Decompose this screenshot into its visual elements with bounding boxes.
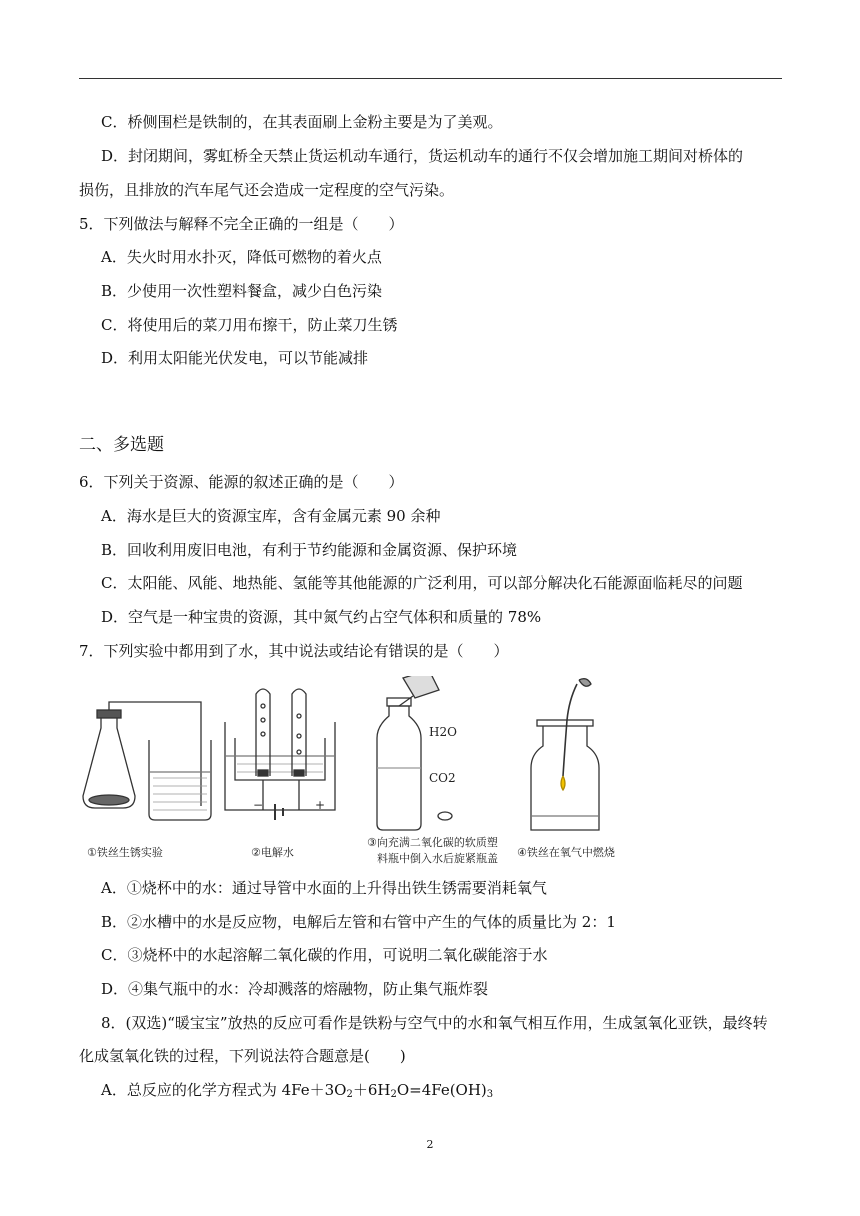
q5-option-c: C．将使用后的菜刀用布擦干，防止菜刀生锈 [101,316,398,334]
q7-option-b: B．②水槽中的水是反应物，电解后左管和右管中产生的气体的质量比为 2：1 [101,913,616,931]
q8-stem-line2: 化成氢氧化铁的过程，下列说法符合题意是( ) [79,1047,406,1065]
co2-bottle-illustration [377,676,452,830]
page-number: 2 [426,1138,434,1151]
q6-option-a: A．海水是巨大的资源宝库，含有金属元素 90 余种 [101,507,441,525]
q6-stem: 6．下列关于资源、能源的叙述正确的是（ ） [79,473,404,491]
section-heading: 二、多选题 [79,435,164,455]
q4-option-d-line1: D．封闭期间，雾虹桥全天禁止货运机动车通行，货运机动车的通行不仅会增加施工期间对桥体的 [101,147,744,165]
q5-option-b: B．少使用一次性塑料餐盒，减少白色污染 [101,282,383,300]
q7-stem: 7．下列实验中都用到了水，其中说法或结论有错误的是（ ） [79,642,509,660]
q4-option-c: C．桥侧围栏是铁制的，在其表面刷上金粉主要是为了美观。 [101,113,503,131]
q5-stem: 5．下列做法与解释不完全正确的一组是（ ） [79,215,404,233]
caption-3-line1: ③向充满二氧化碳的软质塑 [367,836,498,849]
rust-experiment-illustration [83,702,211,820]
q8-option-a: A．总反应的化学方程式为 $4Fe+3O_2+6H_2O=4Fe(OH)_3$ [101,1081,494,1100]
h2o-label: H2O [429,725,457,739]
caption-4: ④铁丝在氧气中燃烧 [517,846,615,859]
header-rule [79,78,782,79]
electrode-plus-sign: + [315,798,326,812]
caption-2: ②电解水 [251,846,294,859]
q6-option-c: C．太阳能、风能、地热能、氢能等其他能源的广泛利用，可以部分解决化石能源面临耗尽的问题 [101,574,743,592]
electrode-minus-sign: − [253,798,264,812]
q8-stem-line1: 8．(双选)“暖宝宝”放热的反应可看作是铁粉与空气中的水和氧气相互作用，生成氢氧化亚铁，最终转 [101,1014,768,1032]
q6-option-b: B．回收利用废旧电池，有利于节约能源和金属资源、保护环境 [101,541,518,559]
co2-label: CO2 [429,771,456,785]
q7-option-a: A．①烧杯中的水：通过导管中水面的上升得出铁生锈需要消耗氧气 [101,879,547,897]
q5-option-a: A．失火时用水扑灭，降低可燃物的着火点 [101,248,382,266]
caption-3-line2: 料瓶中倒入水后旋紧瓶盖 [377,852,498,865]
experiment-figure [79,676,639,868]
q7-option-d: D．④集气瓶中的水：冷却溅落的熔融物，防止集气瓶炸裂 [101,980,489,998]
q4-option-d-line2: 损伤，且排放的汽车尾气还会造成一定程度的空气污染。 [79,181,455,199]
q7-option-c: C．③烧杯中的水起溶解二氧化碳的作用，可说明二氧化碳能溶于水 [101,946,548,964]
iron-combustion-illustration [531,679,599,830]
q5-option-d: D．利用太阳能光伏发电，可以节能减排 [101,349,369,367]
q6-option-d: D．空气是一种宝贵的资源，其中氮气约占空气体积和质量的 78% [101,608,542,626]
caption-1: ①铁丝生锈实验 [87,846,163,859]
